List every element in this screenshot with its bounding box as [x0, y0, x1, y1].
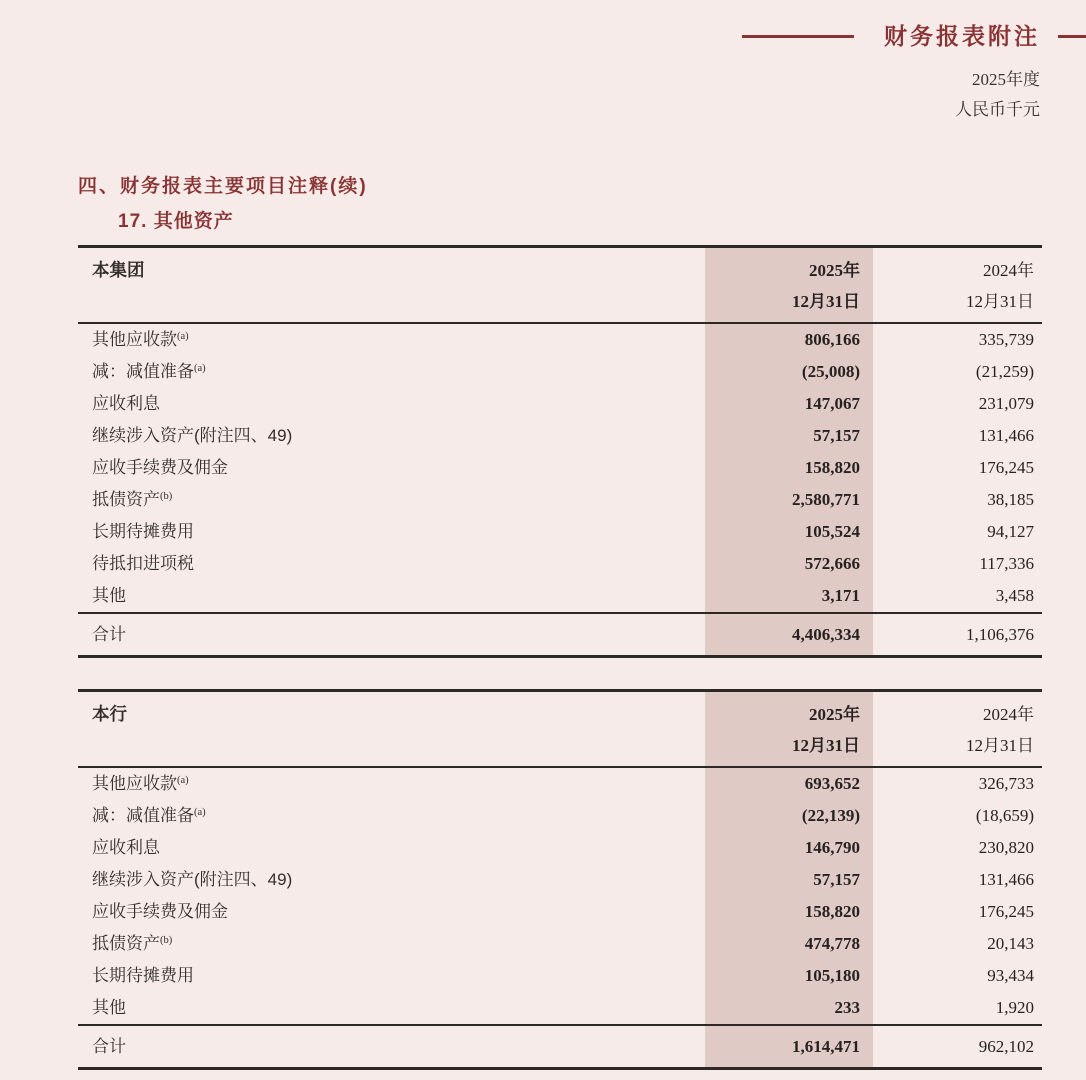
column-header-2024-date: 12月31日 — [966, 736, 1034, 756]
total-label: 合计 — [92, 1037, 126, 1057]
period-label: 2025年度 — [972, 70, 1040, 90]
value-2025: 147,067 — [705, 388, 873, 420]
value-2025: 105,524 — [705, 516, 873, 548]
total-value-2024: 962,102 — [978, 1037, 1034, 1057]
value-2024: 131,466 — [978, 426, 1034, 446]
column-header-2024 — [873, 692, 1042, 766]
table-row — [78, 356, 1042, 388]
value-2024: 3,458 — [995, 586, 1034, 606]
bank-table — [78, 689, 1042, 1070]
value-2025: (22,139) — [705, 800, 873, 832]
column-header-2024 — [873, 248, 1042, 322]
row-label: 继续涉入资产(附注四、49) — [92, 870, 293, 890]
total-value-2025: 1,614,471 — [705, 1026, 873, 1067]
bank-table-body — [78, 768, 1042, 1024]
column-header-2025-date: 12月31日 — [792, 292, 860, 312]
value-2025: 693,652 — [705, 768, 873, 800]
bank-table-header — [78, 692, 1042, 768]
table-row — [78, 896, 1042, 928]
row-label: 其他 — [92, 586, 126, 606]
entity-label: 本行 — [92, 704, 127, 725]
header-rule-right — [1058, 35, 1086, 38]
group-table — [78, 245, 1042, 658]
footnote-marker: (a) — [177, 775, 189, 787]
value-2024: (18,659) — [975, 806, 1034, 826]
row-label: 应收利息 — [92, 394, 160, 414]
table-row — [78, 324, 1042, 356]
value-2025: 572,666 — [705, 548, 873, 580]
row-label: 抵债资产$^{(b)}$ — [92, 490, 173, 510]
header-rule-left — [742, 35, 854, 38]
value-2025: 146,790 — [705, 832, 873, 864]
column-header-2025-year: 2025年 — [809, 705, 860, 725]
table-row — [78, 928, 1042, 960]
row-label: 应收手续费及佣金 — [92, 902, 228, 922]
entity-label: 本集团 — [92, 260, 145, 281]
footnote-marker: (a) — [194, 807, 206, 819]
value-2024: 1,920 — [995, 998, 1034, 1018]
footnote-marker: (a) — [177, 331, 189, 343]
row-label: 其他应收款$^{(a)}$ — [92, 330, 189, 350]
table-row — [78, 580, 1042, 612]
table-row — [78, 452, 1042, 484]
column-header-2025-year: 2025年 — [809, 261, 860, 281]
page-title: 财务报表附注 — [884, 23, 1040, 49]
value-2025: 806,166 — [705, 324, 873, 356]
value-2024: 335,739 — [978, 330, 1034, 350]
table-row — [78, 960, 1042, 992]
value-2025: 233 — [705, 992, 873, 1024]
value-2025: 105,180 — [705, 960, 873, 992]
value-2025: 474,778 — [705, 928, 873, 960]
page-header — [0, 0, 1086, 125]
value-2024: (21,259) — [975, 362, 1034, 382]
value-2024: 231,079 — [978, 394, 1034, 414]
group-table-header — [78, 248, 1042, 324]
section-title: 四、财务报表主要项目注释(续) — [78, 176, 368, 198]
total-label: 合计 — [92, 625, 126, 645]
row-label: 长期待摊费用 — [92, 522, 194, 542]
subsection-title: 17. 其他资产 — [118, 211, 234, 233]
value-2024: 176,245 — [978, 902, 1034, 922]
row-label: 继续涉入资产(附注四、49) — [92, 426, 293, 446]
row-label: 应收手续费及佣金 — [92, 458, 228, 478]
value-2024: 20,143 — [987, 934, 1034, 954]
table-row — [78, 768, 1042, 800]
total-value-2025: 4,406,334 — [705, 614, 873, 655]
table-row — [78, 992, 1042, 1024]
row-label: 其他 — [92, 998, 126, 1018]
row-label: 其他应收款$^{(a)}$ — [92, 774, 189, 794]
total-value-2024: 1,106,376 — [966, 625, 1034, 645]
value-2024: 38,185 — [987, 490, 1034, 510]
section-heading-block — [0, 171, 1086, 233]
value-2025: 158,820 — [705, 896, 873, 928]
value-2025: 158,820 — [705, 452, 873, 484]
header-rule-row — [0, 24, 1086, 49]
report-meta — [0, 65, 1040, 125]
value-2025: 57,157 — [705, 420, 873, 452]
table-row — [78, 864, 1042, 896]
value-2025: 2,580,771 — [705, 484, 873, 516]
footnote-marker: (b) — [160, 935, 173, 947]
column-header-2025 — [705, 248, 873, 322]
value-2024: 117,336 — [979, 554, 1034, 574]
table-row — [78, 832, 1042, 864]
footnote-marker: (b) — [160, 491, 173, 503]
row-label: 减：减值准备$^{(a)}$ — [92, 362, 206, 382]
row-label: 应收利息 — [92, 838, 160, 858]
column-header-2024-year: 2024年 — [983, 705, 1034, 725]
footnote-marker: (a) — [194, 363, 206, 375]
value-2025: 3,171 — [705, 580, 873, 612]
currency-unit-label: 人民币千元 — [955, 100, 1040, 120]
row-label: 抵债资产$^{(b)}$ — [92, 934, 173, 954]
group-total-row — [78, 612, 1042, 655]
group-table-body — [78, 324, 1042, 612]
value-2024: 131,466 — [978, 870, 1034, 890]
column-header-2025 — [705, 692, 873, 766]
table-row — [78, 484, 1042, 516]
table-row — [78, 800, 1042, 832]
value-2024: 230,820 — [978, 838, 1034, 858]
bank-total-row — [78, 1024, 1042, 1067]
value-2025: (25,008) — [705, 356, 873, 388]
table-row — [78, 388, 1042, 420]
table-row — [78, 548, 1042, 580]
value-2024: 176,245 — [978, 458, 1034, 478]
row-label: 长期待摊费用 — [92, 966, 194, 986]
column-header-2024-date: 12月31日 — [966, 292, 1034, 312]
table-row — [78, 516, 1042, 548]
value-2025: 57,157 — [705, 864, 873, 896]
row-label: 待抵扣进项税 — [92, 554, 194, 574]
row-label: 减：减值准备$^{(a)}$ — [92, 806, 206, 826]
value-2024: 94,127 — [987, 522, 1034, 542]
column-header-2024-year: 2024年 — [983, 261, 1034, 281]
table-row — [78, 420, 1042, 452]
value-2024: 93,434 — [987, 966, 1034, 986]
column-header-2025-date: 12月31日 — [792, 736, 860, 756]
value-2024: 326,733 — [978, 774, 1034, 794]
